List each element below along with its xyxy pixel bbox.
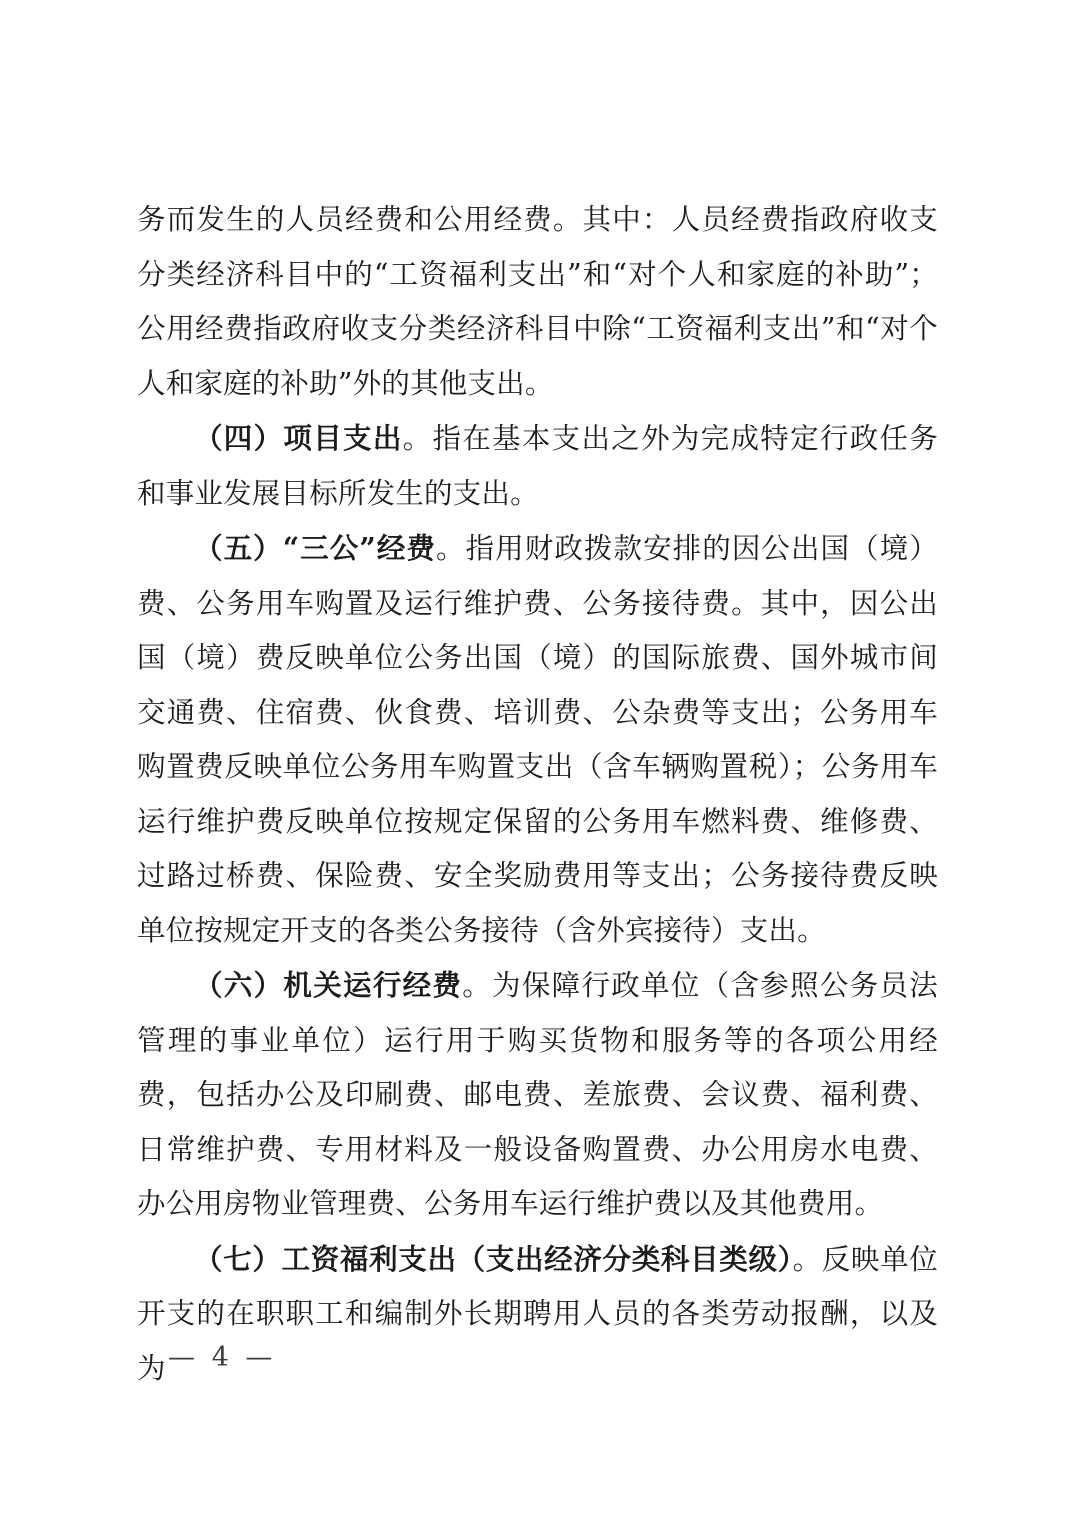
item-4-heading: （四）项目支出: [194, 421, 403, 455]
page-footer: [168, 1338, 276, 1378]
paragraph-text: 务而发生的人员经费和公用经费。其中：人员经费指政府收支分类经济科目中的“工资福利支出”和“对个人和家庭的补助”；公用经费指政府收支分类经济科目中除“工资福利支出”和“对个人和家庭的补助”外的其他支出。: [137, 203, 938, 400]
document-body: [137, 193, 938, 1396]
item-5-heading: （五）“三公”经费: [194, 531, 437, 565]
paragraph-item-4: [137, 411, 938, 521]
item-6-body: 。为保障行政单位（含参照公务员法管理的事业单位）运行用于购买货物和服务等的各项公用经费，包括办公及印刷费、邮电费、差旅费、会议费、福利费、日常维护费、专用材料及一般设备购置费、办公用房水电费、办公用房物业管理费、公务用车运行维护费以及其他费用。: [137, 969, 938, 1220]
paragraph-item-6: [137, 958, 938, 1232]
paragraph-item-5: [137, 521, 938, 958]
item-5-body: 。指用财政拨款安排的因公出国（境）费、公务用车购置及运行维护费、公务接待费。其中，因公出国（境）费反映单位公务出国（境）的国际旅费、国外城市间交通费、住宿费、伙食费、培训费、公杂费等支出；公务用车购置费反映单位公务用车购置支出（含车辆购置税）；公务用车运行维护费反映单位按规定保留的公务用车燃料费、维修费、过路过桥费、保险费、安全奖励费用等支出；公务接待费反映单位按规定开支的各类公务接待（含外宾接待）支出。: [137, 532, 938, 947]
item-6-heading: （六）机关运行经费: [194, 968, 463, 1002]
item-4-body: 。指在基本支出之外为完成特定行政任务和事业发展目标所发生的支出。: [137, 422, 939, 510]
paragraph-continuation: [137, 193, 938, 411]
item-7-body: 。反映单位开支的在职职工和编制外长期聘用人员的各类劳动报酬，以及为: [137, 1242, 938, 1385]
item-7-heading: （七）工资福利支出（支出经济分类科目类级）: [194, 1241, 793, 1276]
page-number: — 4 —: [168, 1342, 277, 1373]
